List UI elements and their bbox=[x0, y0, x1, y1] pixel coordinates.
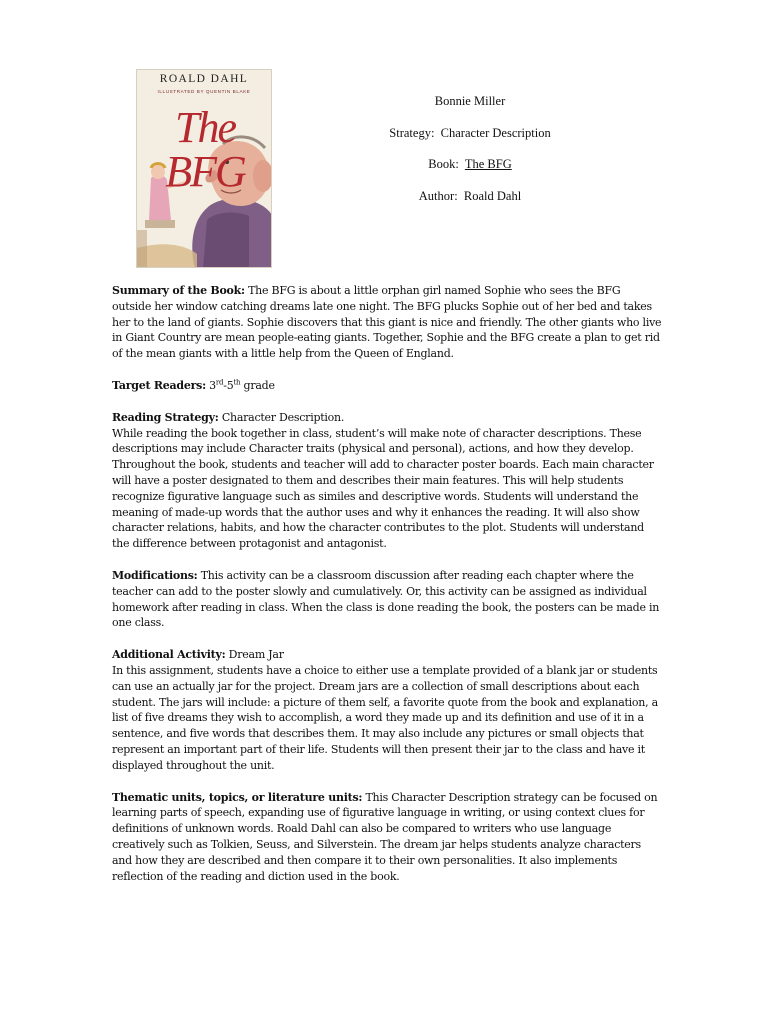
book-line: Book: The BFG bbox=[428, 157, 512, 171]
modifications-paragraph: Modifications: This activity can be a classroom discussion after reading each chapter where the teacher can add to the poster slowly and cumulatively. Or, this activity can be assigned as individual homework after reading in class. When the class is done reading the book, the posters can be made in one class. bbox=[112, 568, 660, 630]
cover-title-text: The BFG bbox=[165, 103, 245, 196]
thematic-units-paragraph: Thematic units, topics, or literature units: This Character Description strategy can be focused on learning parts of speech, expanding use of figurative language in writing, or using context clues for definitions of unknown words. Roald Dahl can also be compared to writers who use language creatively such as Tolkien, Seuss, and Silverstein. The dream jar helps students analyze characters and how they are described and then compare it to their own personalities. It also implements reflection of the reading and diction used in the book. bbox=[112, 790, 658, 883]
strategy-line: Strategy: Character Description bbox=[389, 126, 551, 140]
summary-paragraph: Summary of the Book: The BFG is about a little orphan girl named Sophie who sees the BFG outside her window catching dreams late one night. The BFG plucks Sophie out of her bed and takes her to the land of giants. Sophie discovers that this giant is nice and friendly. The other giants who live in Giant Country are mean people-eating giants. Together, Sophie and the BFG create a plan to get rid of the mean giants with a little help from the Queen of England. bbox=[112, 284, 662, 361]
thematic-units-heading: Thematic units, topics, or literature units: bbox=[112, 790, 363, 804]
target-readers-paragraph: Target Readers: 3rd-5th grade bbox=[112, 378, 275, 392]
summary-heading: Summary of the Book: bbox=[112, 284, 245, 297]
cover-author-text: ROALD DAHL bbox=[159, 73, 249, 85]
author-name: Bonnie Miller bbox=[434, 94, 506, 108]
reading-strategy-paragraph: Reading Strategy: Character Description. While reading the book together in class, student’s will make note of character descriptions. These descriptions may include Character traits (physical and personal), actions, and how they develop. Throughout the book, students and teacher will add to character poster boards. Each main character will have a poster designated to them and describes their main features. This will help students recognize figurative language such as similes and descriptive words. Students will understand the meaning of made-up words that the author uses and why it enhances the reading. It will also show character relations, habits, and how the character contributes to the plot. Students will understand the difference between protagonist and antagonist. bbox=[112, 410, 654, 551]
cover-illustrator-text: ILLUSTRATED BY QUENTIN BLAKE bbox=[157, 89, 251, 94]
document-body bbox=[112, 283, 662, 900]
modifications-heading: Modifications: bbox=[112, 568, 198, 582]
target-readers-heading: Target Readers: bbox=[112, 378, 206, 392]
reading-strategy-heading: Reading Strategy: bbox=[112, 410, 219, 424]
additional-activity-paragraph: Additional Activity: Dream Jar In this assignment, students have a choice to either use a template provided of a blank jar or students can use an actually jar for the project. Dream jars are a collection of small descriptions about each student. The jars will include: a picture of them self, a favorite quote from the book and explanation, a list of five dreams they wish to accomplish, a word they made up and its definition and use of it in a sentence, and five words that describes them. It may also include any pictures or small objects that represent an important part of their life. Students will then present their jar to the class and have it displayed throughout the unit. bbox=[112, 648, 658, 772]
book-title: The BFG bbox=[464, 157, 512, 171]
book-cover-image bbox=[136, 69, 272, 268]
author-line: Author: Roald Dahl bbox=[418, 189, 522, 203]
additional-activity-heading: Additional Activity: bbox=[112, 648, 226, 662]
